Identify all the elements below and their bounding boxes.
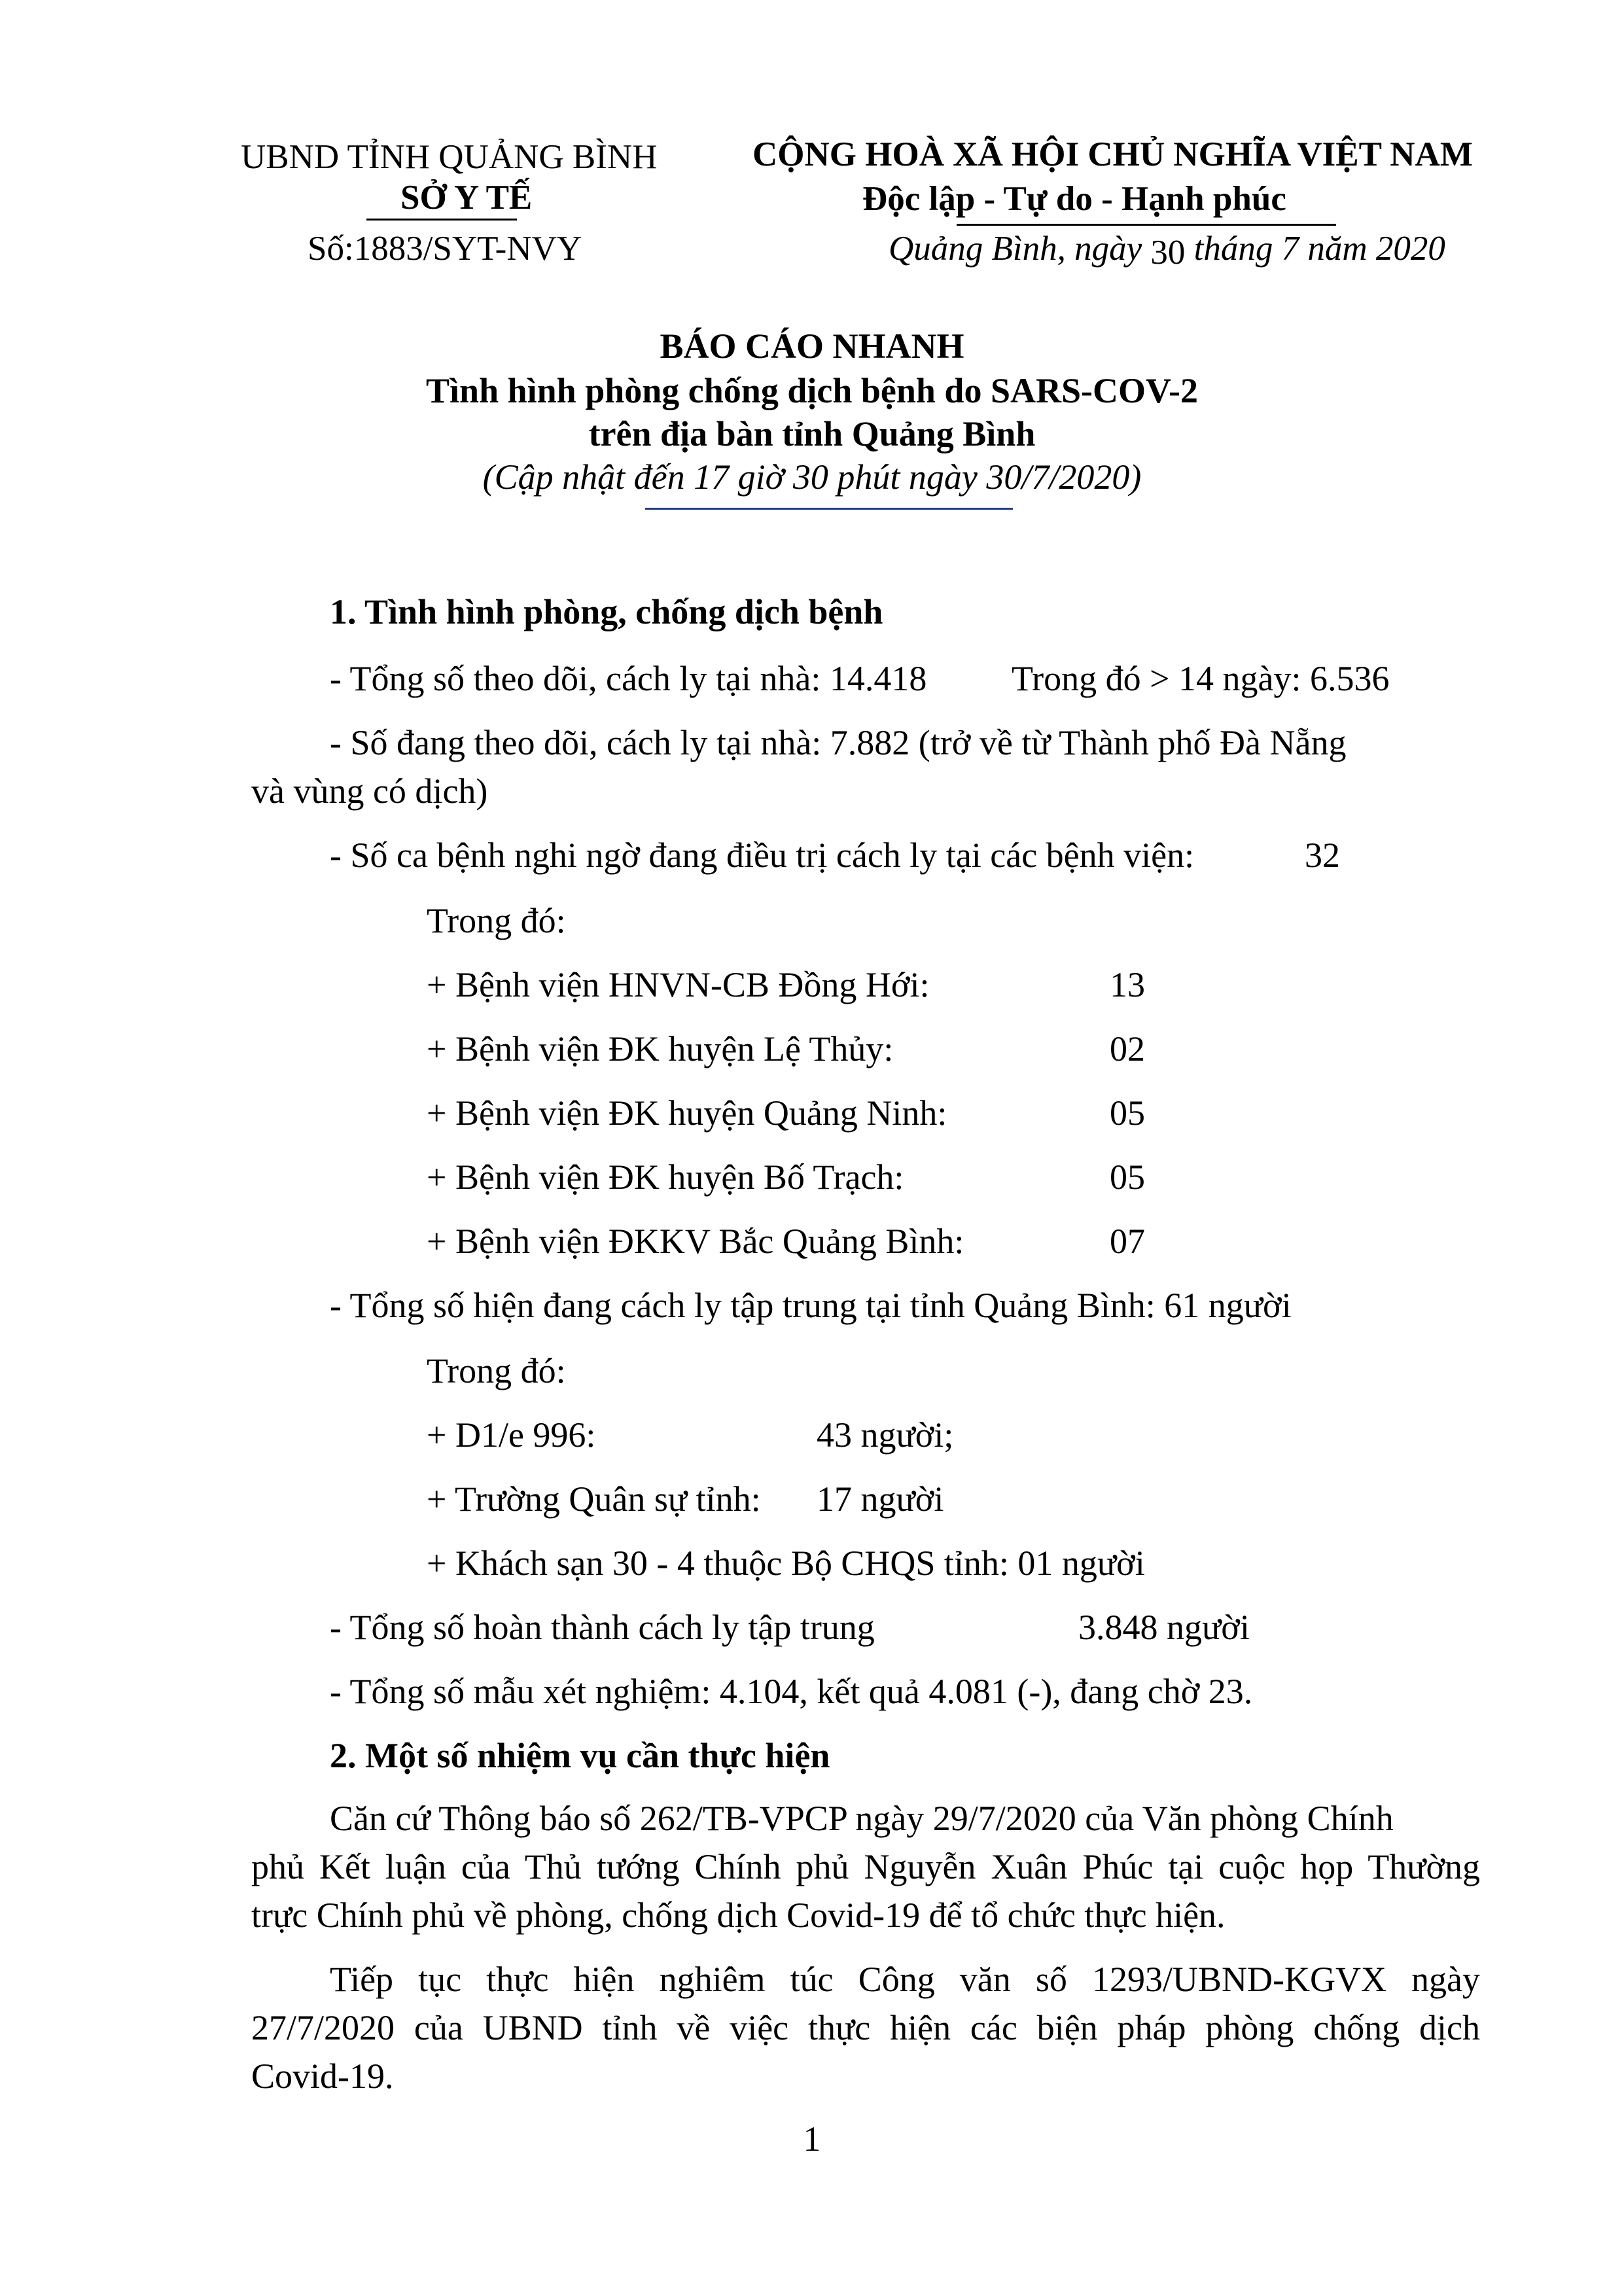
date-day: 30: [1150, 234, 1186, 272]
date-prefix: Quảng Bình, ngày: [889, 230, 1142, 268]
paragraph-2-line2: 27/7/2020 của UBND tỉnh về việc thực hiện các biện pháp phòng chống dịch: [251, 2008, 1480, 2047]
concentrated-isolation-total: - Tổng số hiện đang cách ly tập trung tại tỉnh Quảng Bình: 61 người: [330, 1286, 1292, 1325]
isolation-site-name: + Trường Quân sự tỉnh:: [427, 1479, 761, 1519]
report-subtitle-1: Tình hình phòng chống dịch bệnh do SARS-COV-2: [426, 371, 1198, 410]
suspected-cases-value: 32: [1305, 836, 1340, 875]
home-isolation-current-line2: và vùng có dịch): [251, 771, 488, 811]
completed-isolation-label: - Tổng số hoàn thành cách ly tập trung: [330, 1608, 875, 1647]
title-underline: [645, 508, 1013, 510]
section-1-heading: 1. Tình hình phòng, chống dịch bệnh: [330, 592, 883, 631]
country-name: CỘNG HOÀ XÃ HỘI CHỦ NGHĨA VIỆT NAM: [752, 135, 1473, 173]
report-title: BÁO CÁO NHANH: [660, 327, 964, 366]
suspected-cases-label: - Số ca bệnh nghi ngờ đang điều trị cách ly tại các bệnh viện:: [330, 836, 1195, 875]
hospital-name: + Bệnh viện ĐKKV Bắc Quảng Bình:: [427, 1222, 964, 1261]
date-suffix: tháng 7 năm 2020: [1193, 230, 1445, 268]
hospital-name: + Bệnh viện ĐK huyện Bố Trạch:: [427, 1157, 904, 1197]
hotel-isolation: + Khách sạn 30 - 4 thuộc Bộ CHQS tỉnh: 01 người: [427, 1544, 1145, 1583]
department-name: SỞ Y TẾ: [400, 179, 533, 217]
hospital-name: + Bệnh viện ĐK huyện Lệ Thủy:: [427, 1029, 894, 1069]
in-which-label-1: Trong đó:: [427, 901, 566, 940]
paragraph-1-line3: trực Chính phủ về phòng, chống dịch Covid-19 để tổ chức thực hiện.: [251, 1896, 1226, 1935]
hospital-name: + Bệnh viện ĐK huyện Quảng Ninh:: [427, 1093, 947, 1133]
hospital-count: 05: [1110, 1093, 1145, 1133]
section-2-heading: 2. Một số nhiệm vụ cần thực hiện: [330, 1736, 830, 1775]
paragraph-1-line1: Căn cứ Thông báo số 262/TB-VPCP ngày 29/7/2020 của Văn phòng Chính: [330, 1799, 1394, 1838]
hospital-count: 02: [1110, 1029, 1145, 1069]
isolation-site-name: + D1/e 996:: [427, 1415, 596, 1455]
report-subtitle-2: trên địa bàn tỉnh Quảng Bình: [588, 414, 1036, 453]
hospital-name: + Bệnh viện HNVN-CB Đồng Hới:: [427, 965, 930, 1004]
page-number: 1: [803, 2119, 821, 2159]
hospital-count: 05: [1110, 1157, 1145, 1197]
paragraph-2-line3: Covid-19.: [251, 2057, 394, 2096]
isolation-site-count: 43 người;: [817, 1415, 954, 1455]
isolation-site-count: 17 người: [817, 1479, 944, 1519]
hospital-count: 13: [1110, 965, 1145, 1004]
test-samples-summary: - Tổng số mẫu xét nghiệm: 4.104, kết quả 4.081 (-), đang chờ 23.: [330, 1672, 1253, 1711]
national-motto: Độc lập - Tự do - Hạnh phúc: [862, 180, 1286, 218]
document-number: Số:1883/SYT-NVY: [308, 230, 582, 268]
home-isolation-total: - Tổng số theo dõi, cách ly tại nhà: 14.418: [330, 659, 927, 698]
department-underline: [366, 219, 517, 221]
motto-underline: [957, 224, 1336, 226]
paragraph-2-line1: Tiếp tục thực hiện nghiêm túc Công văn số 1293/UBND-KGVX ngày: [330, 1960, 1480, 1999]
paragraph-1-line2: phủ Kết luận của Thủ tướng Chính phủ Nguyễn Xuân Phúc tại cuộc họp Thường: [251, 1847, 1480, 1886]
home-isolation-over-14-days: Trong đó > 14 ngày: 6.536: [1012, 659, 1390, 698]
report-update-time: (Cập nhật đến 17 giờ 30 phút ngày 30/7/2020): [482, 457, 1142, 497]
hospital-count: 07: [1110, 1222, 1145, 1261]
document-date: [889, 229, 1445, 272]
home-isolation-current-line1: - Số đang theo dõi, cách ly tại nhà: 7.882 (trở về từ Thành phố Đà Nẵng: [330, 723, 1347, 762]
agency-name: UBND TỈNH QUẢNG BÌNH: [241, 138, 658, 176]
completed-isolation-value: 3.848 người: [1078, 1608, 1250, 1647]
in-which-label-2: Trong đó:: [427, 1351, 566, 1390]
